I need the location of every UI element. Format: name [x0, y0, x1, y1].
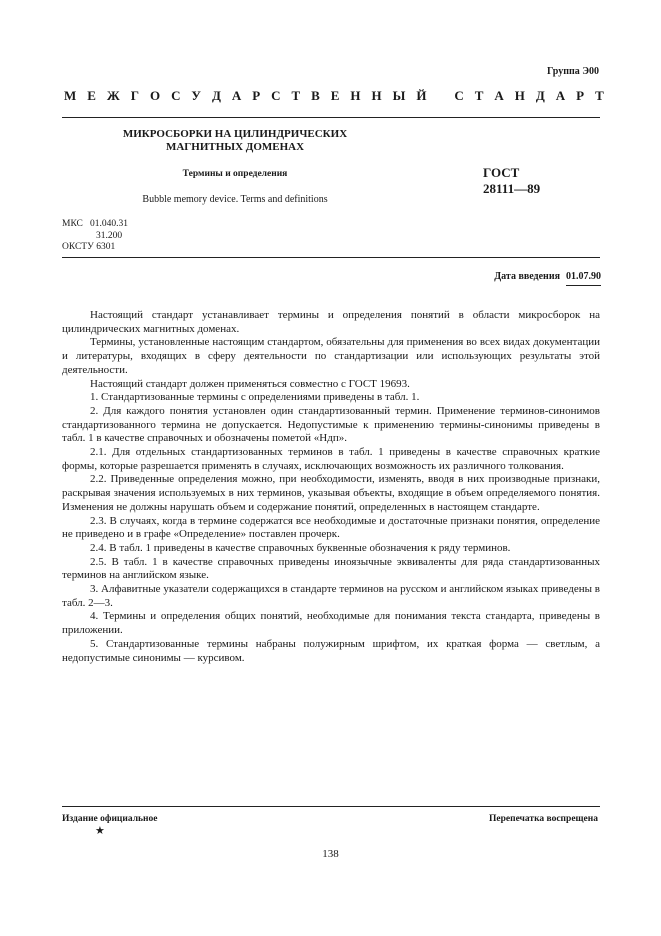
classification-codes: [62, 219, 128, 254]
body-paragraph: Настоящий стандарт должен применяться совместно с ГОСТ 19693.: [90, 377, 410, 390]
introduction-date: [494, 271, 601, 286]
body-text: [62, 309, 600, 665]
heading-letter: Н: [514, 88, 525, 103]
body-paragraph: 2. Для каждого понятия установлен один стандартизованный термин. Применение терминов-синонимов стандартизованного термина не допускается. Недопустимые к применению термины-синонимы приведены в табл. 1 в качестве справочных и обозначены пометой «Ндп».: [62, 404, 600, 445]
official-edition-label: Издание официальное: [62, 814, 158, 824]
heading-letter: В: [311, 88, 320, 103]
heading-letter: М: [64, 88, 77, 103]
heading-letter: Й: [416, 88, 427, 103]
header-divider: [62, 117, 600, 118]
english-title: Bubble memory device. Terms and definitions: [142, 194, 328, 205]
heading-letter: Н: [371, 88, 382, 103]
gost-label: ГОСТ: [483, 165, 520, 180]
heading-letter: А: [555, 88, 566, 103]
heading-letter: Т: [291, 88, 301, 103]
footer-divider: [62, 806, 600, 807]
heading-letter: Р: [252, 88, 261, 103]
page-number: 138: [322, 848, 339, 860]
intro-date-label: Дата введения: [494, 271, 560, 282]
intro-date-value: 01.07.90: [566, 271, 601, 286]
heading-letter: Г: [130, 88, 139, 103]
heading-letter: Ж: [106, 88, 120, 103]
body-paragraph: 5. Стандартизованные термины набраны полужирным шрифтом, их краткая форма — светлым, а недопустимые синонимы — курсивом.: [62, 637, 600, 664]
mks-code-2: 31.200: [96, 230, 123, 241]
section-divider: [62, 257, 600, 258]
heading-letter: Т: [595, 88, 604, 103]
heading-letter: Р: [576, 88, 585, 103]
body-paragraph: 2.5. В табл. 1 в качестве справочных приведены иноязычные эквиваленты для ряда стандартизованных терминов на английском языке.: [62, 555, 600, 582]
heading-letter: Е: [87, 88, 96, 103]
body-paragraph: Термины, установленные настоящим стандартом, обязательны для применения во всех видах документации и литературы, входящих в сферу деятельности по стандартизации или использующих результаты этой деятельности.: [62, 336, 600, 376]
heading-letter: Т: [474, 88, 484, 103]
heading-letter: С: [454, 88, 464, 103]
standard-type-heading: [64, 88, 604, 104]
heading-letter: А: [494, 88, 504, 103]
oksty-code: ОКСТУ 6301: [62, 242, 116, 252]
body-paragraph: 1. Стандартизованные термины с определениями приведены в табл. 1.: [90, 391, 420, 404]
heading-letter: С: [271, 88, 281, 103]
reprint-prohibited-label: Перепечатка воспрещена: [488, 814, 598, 824]
body-paragraph: 4. Термины и определения общих понятий, необходимые для понимания текста стандарта, приведены в приложении.: [62, 610, 600, 637]
body-paragraph: 2.1. Для отдельных стандартизованных терминов в табл. 1 приведены в качестве справочных краткие формы, которые разрешается применять в случаях, исключающих возможность их различного толкования.: [62, 446, 600, 472]
heading-letter: У: [191, 88, 201, 103]
heading-letter: Н: [350, 88, 361, 103]
heading-letter: Д: [211, 88, 221, 103]
title-line-2: МАГНИТНЫХ ДОМЕНАХ: [165, 141, 305, 153]
heading-letter: Е: [330, 88, 340, 103]
mks-code-1: 01.040.31: [90, 219, 129, 229]
heading-letter: О: [149, 88, 161, 103]
star-icon: ★: [95, 825, 105, 837]
mks-label: МКС: [62, 219, 83, 229]
heading-letter: А: [231, 88, 242, 103]
body-paragraph: Настоящий стандарт устанавливает термины и определения понятий в области микросборок на цилиндрических магнитных доменах.: [62, 309, 600, 335]
heading-letter: С: [171, 88, 181, 103]
body-paragraph: 2.4. В табл. 1 приведены в качестве справочных буквенные обозначения к ряду терминов.: [90, 541, 511, 554]
gost-designation: [483, 165, 540, 197]
body-paragraph: 2.3. В случаях, когда в термине содержатся все необходимые и достаточные признаки понятия, определение не приведено и в графе «Определение» поставлен прочерк.: [62, 514, 600, 541]
group-label: Группа Э00: [547, 66, 599, 77]
document-title: [110, 128, 360, 154]
title-line-1: МИКРОСБОРКИ НА ЦИЛИНДРИЧЕСКИХ: [122, 128, 348, 140]
document-subtitle: Термины и определения: [182, 169, 288, 179]
heading-letter: Ы: [392, 88, 406, 103]
heading-letter: Д: [535, 88, 545, 103]
body-paragraph: 2.2. Приведенные определения можно, при необходимости, изменять, вводя в них производные признаки, раскрывая значения используемых в них терминов, указывая объекты, входящие в объем определяемого понятия. Изменения не должны нарушать объем и содержание понятий, определенных в настоящем стандарте.: [62, 473, 600, 513]
gost-number: 28111—89: [483, 181, 541, 196]
heading-letter: [437, 88, 443, 104]
body-paragraph: 3. Алфавитные указатели содержащихся в стандарте терминов на русском и английском языках приведены в табл. 2—3.: [62, 583, 600, 609]
